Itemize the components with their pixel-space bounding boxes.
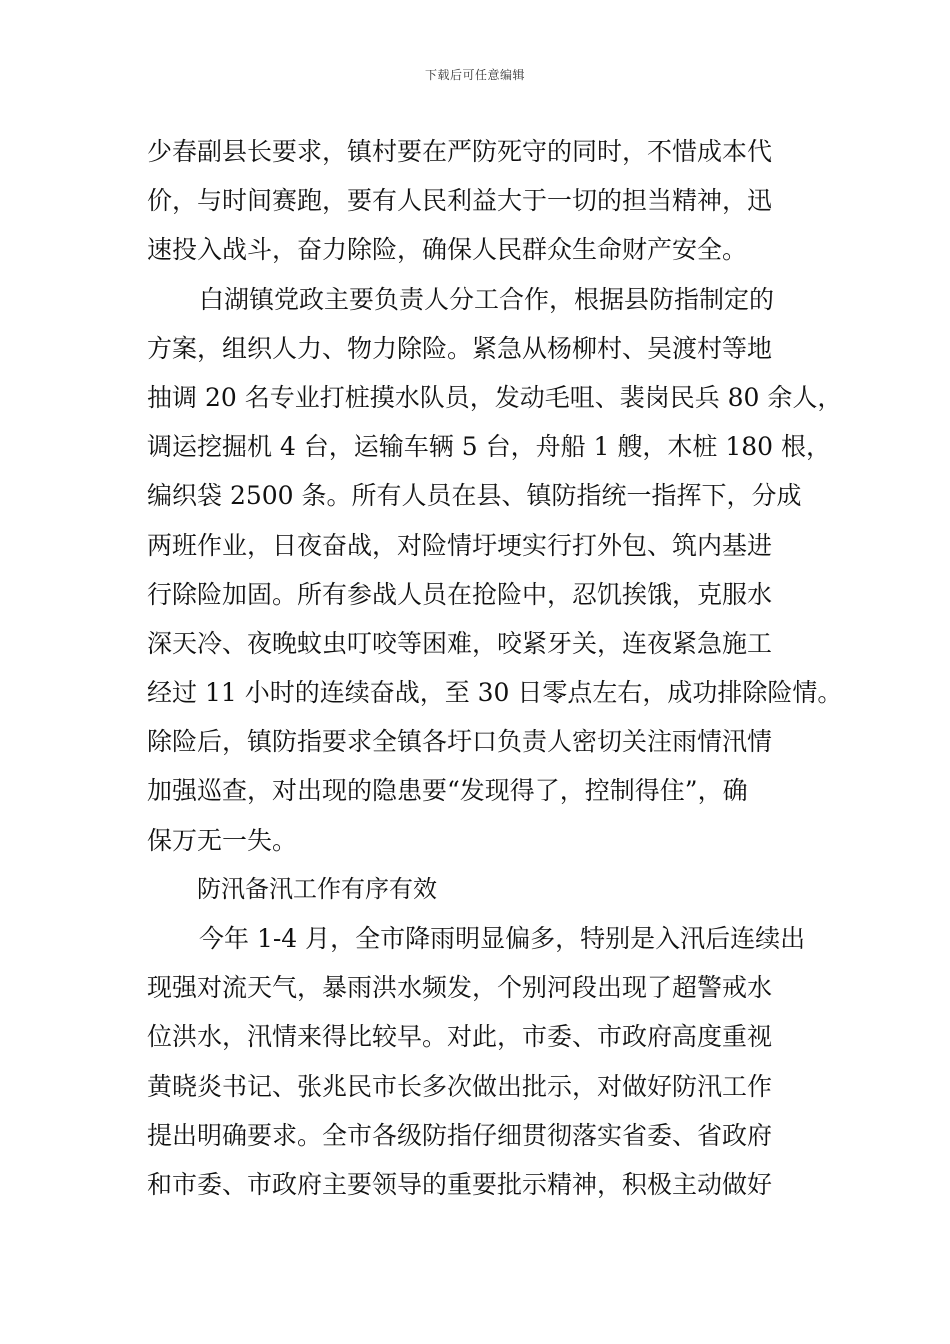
text-line: 加强巡查，对出现的隐患要“发现得了，控制得住”，确 [147, 776, 748, 806]
text-line: 深天冷、夜晚蚊虫叮咬等困难，咬紧牙关，连夜紧急施工 [147, 628, 773, 658]
section-heading: 防汛备汛工作有序有效 [197, 874, 437, 903]
paragraph-start-line: 今年 1-4 月，全市降雨明显偏多，特别是入汛后连续出 [199, 924, 806, 953]
text-line: 编织袋 2500 条。所有人员在县、镇防指统一指挥下，分成 [147, 481, 802, 511]
text-line: 位洪水，汛情来得比较早。对此，市委、市政府高度重视 [147, 1022, 773, 1052]
text-line: 行除险加固。所有参战人员在抢险中，忍饥挨饿，克服水 [147, 579, 773, 609]
text-line: 两班作业，日夜奋战，对险情圩埂实行打外包、筑内基进 [147, 530, 773, 560]
text-line: 现强对流天气，暴雨洪水频发，个别河段出现了超警戒水 [147, 973, 773, 1003]
text-line: 价，与时间赛跑，要有人民利益大于一切的担当精神，迅 [147, 186, 773, 216]
paragraph-start-line: 白湖镇党政主要负责人分工合作，根据县防指制定的 [199, 284, 775, 314]
text-line: 提出明确要求。全市各级防指仔细贯彻落实省委、省政府 [147, 1120, 773, 1150]
text-line: 调运挖掘机 4 台，运输车辆 5 台，舟船 1 艘，木桩 180 根， [147, 432, 832, 462]
text-line: 经过 11 小时的连续奋战，至 30 日零点左右，成功排除险情。 [147, 678, 843, 708]
text-line: 速投入战斗，奋力除险，确保人民群众生命财产安全。 [147, 235, 748, 265]
text-line: 抽调 20 名专业打桩摸水队员，发动毛咀、裴岗民兵 80 余人， [147, 382, 843, 412]
document-body [147, 127, 843, 1209]
text-line: 黄晓炎书记、张兆民市长多次做出批示，对做好防汛工作 [147, 1071, 773, 1101]
text-line: 方案，组织人力、物力除险。紧急从杨柳村、吴渡村等地 [147, 333, 773, 363]
text-line: 除险后，镇防指要求全镇各圩口负责人密切关注雨情汛情 [147, 727, 773, 757]
text-line: 少春副县长要求，镇村要在严防死守的同时，不惜成本代 [147, 137, 773, 166]
text-line: 保万无一失。 [147, 825, 298, 855]
text-line: 和市委、市政府主要领导的重要批示精神，积极主动做好 [147, 1169, 773, 1199]
page-header: 下载后可任意编辑 [424, 68, 525, 82]
